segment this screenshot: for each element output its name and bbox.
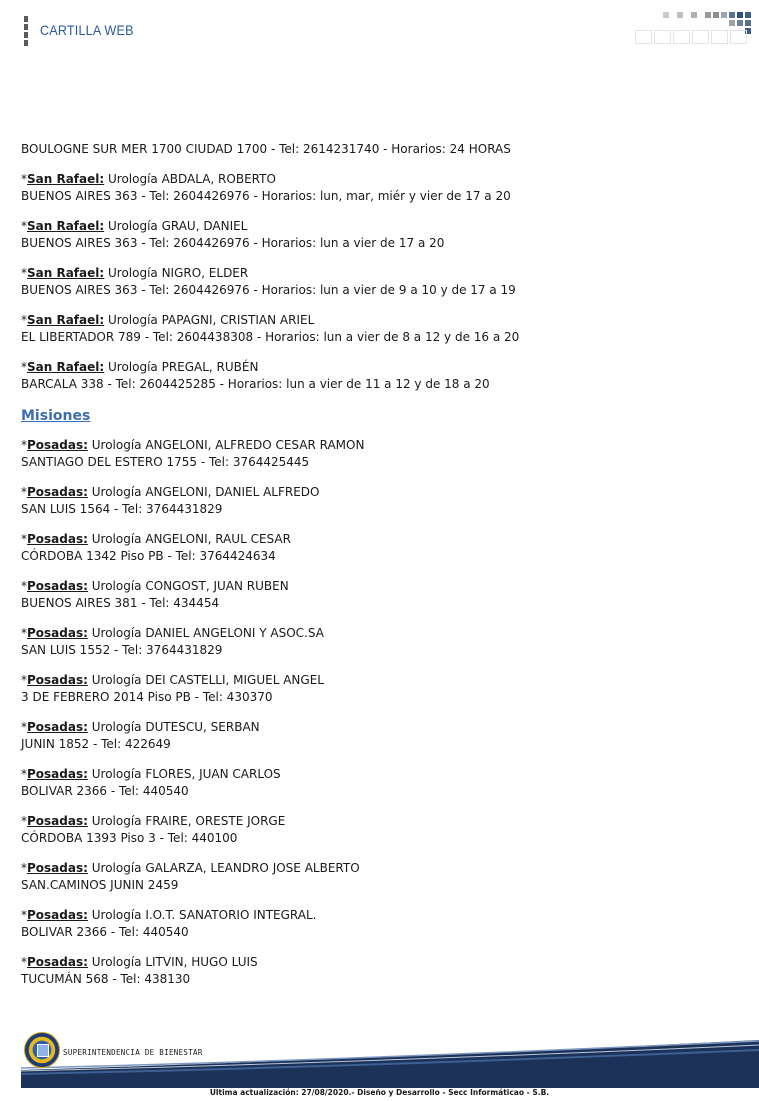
bullet-asterisk: * [21, 532, 27, 546]
provider-name: Urología ANGELONI, DANIEL ALFREDO [87, 485, 320, 499]
bullet-asterisk: * [21, 720, 27, 734]
bullet-asterisk: * [21, 579, 27, 593]
provider-address: SANTIAGO DEL ESTERO 1755 - Tel: 3764425445 [21, 455, 310, 469]
provider-address: BUENOS AIRES 381 - Tel: 434454 [21, 596, 220, 610]
city-label: San Rafael: [27, 266, 105, 280]
provider-name: Urología PAPAGNI, CRISTIAN ARIEL [104, 313, 315, 327]
provider-address: BOLIVAR 2366 - Tel: 440540 [21, 784, 189, 798]
provider-line [21, 265, 741, 282]
list-item [21, 954, 741, 988]
provider-name: Urología GALARZA, LEANDRO JOSE ALBERTO [87, 861, 360, 875]
bullet-asterisk: * [21, 266, 27, 280]
city-label: Posadas: [27, 908, 88, 922]
bullet-asterisk: * [21, 172, 27, 186]
bullet-asterisk: * [21, 861, 27, 875]
list-item [21, 766, 741, 800]
bullet-asterisk: * [21, 438, 27, 452]
provider-address: SAN LUIS 1564 - Tel: 3764431829 [21, 502, 223, 516]
provider-line [21, 484, 741, 501]
list-item [21, 578, 741, 612]
last-updated: Ultima actualización: 27/08/2020.- Diseño y Desarrollo - Secc Informáticao - S.B. [209, 1088, 550, 1097]
bullet-asterisk: * [21, 767, 27, 781]
provider-name: Urología GRAU, DANIEL [104, 219, 248, 233]
bullet-asterisk: * [21, 673, 27, 687]
footer-banner [21, 1030, 759, 1088]
province-heading: Misiones [21, 408, 91, 424]
list-item [21, 484, 741, 518]
provider-name: Urología FLORES, JUAN CARLOS [87, 767, 281, 781]
institution-seal-icon [24, 1032, 60, 1068]
city-label: Posadas: [27, 626, 88, 640]
provider-name: Urología ANGELONI, ALFREDO CESAR RAMON [87, 438, 365, 452]
city-label: San Rafael: [27, 219, 105, 233]
provider-line [21, 719, 741, 736]
list-item [21, 437, 741, 471]
list-item [21, 531, 741, 565]
footer-wave-decoration [21, 1030, 759, 1088]
provider-address: BUENOS AIRES 363 - Tel: 2604426976 - Horarios: lun, mar, miér y vier de 17 a 20 [21, 189, 511, 203]
bullet-asterisk: * [21, 955, 27, 969]
provider-address: BARCALA 338 - Tel: 2604425285 - Horarios: lun a vier de 11 a 12 y de 18 a 20 [21, 377, 490, 391]
provider-line [21, 625, 741, 642]
provider-address: SAN.CAMINOS JUNIN 2459 [21, 878, 179, 892]
list-item [21, 171, 741, 205]
city-label: Posadas: [27, 579, 88, 593]
org-name: SUPERINTENDENCIA DE BIENESTAR [63, 1048, 203, 1057]
provider-address: JUNIN 1852 - Tel: 422649 [21, 737, 171, 751]
provider-address: BUENOS AIRES 363 - Tel: 2604426976 - Horarios: lun a vier de 17 a 20 [21, 236, 445, 250]
list-item [21, 813, 741, 847]
city-label: Posadas: [27, 438, 88, 452]
provider-address: CÓRDOBA 1342 Piso PB - Tel: 3764424634 [21, 549, 276, 563]
header-bar-decoration [24, 16, 28, 46]
city-label: San Rafael: [27, 360, 105, 374]
city-label: San Rafael: [27, 313, 105, 327]
provider-line [21, 312, 741, 329]
provider-line [21, 531, 741, 548]
provider-address: BUENOS AIRES 363 - Tel: 2604426976 - Horarios: lun a vier de 9 a 10 y de 17 a 19 [21, 283, 516, 297]
list-item [21, 265, 741, 299]
provider-line [21, 860, 741, 877]
city-label: San Rafael: [27, 172, 105, 186]
provider-name: Urología CONGOST, JUAN RUBEN [87, 579, 289, 593]
provider-name: Urología DANIEL ANGELONI Y ASOC.SA [87, 626, 324, 640]
provider-line [21, 218, 741, 235]
city-label: Posadas: [27, 485, 88, 499]
list-item [21, 359, 741, 393]
provider-address: 3 DE FEBRERO 2014 Piso PB - Tel: 430370 [21, 690, 273, 704]
provider-name: Urología I.O.T. SANATORIO INTEGRAL. [87, 908, 317, 922]
provider-line [21, 437, 741, 454]
provider-line [21, 359, 741, 376]
city-label: Posadas: [27, 532, 88, 546]
city-label: Posadas: [27, 767, 88, 781]
provider-name: Urología PREGAL, RUBÉN [104, 360, 259, 374]
provider-name: Urología ANGELONI, RAUL CESAR [87, 532, 291, 546]
provider-name: Urología ABDALA, ROBERTO [104, 172, 276, 186]
list-item [21, 907, 741, 941]
provider-line [21, 907, 741, 924]
intro-address: BOULOGNE SUR MER 1700 CIUDAD 1700 - Tel: 2614231740 - Horarios: 24 HORAS [21, 142, 511, 156]
provider-name: Urología LITVIN, HUGO LUIS [87, 955, 258, 969]
city-label: Posadas: [27, 814, 88, 828]
intro-entry [21, 141, 741, 158]
provider-address: EL LIBERTADOR 789 - Tel: 2604438308 - Horarios: lun a vier de 8 a 12 y de 16 a 20 [21, 330, 520, 344]
list-san-rafael [21, 171, 741, 393]
provider-line [21, 813, 741, 830]
provider-line [21, 578, 741, 595]
bullet-asterisk: * [21, 313, 27, 327]
city-label: Posadas: [27, 720, 88, 734]
provider-line [21, 171, 741, 188]
provider-address: TUCUMÁN 568 - Tel: 438130 [21, 972, 191, 986]
provider-address: SAN LUIS 1552 - Tel: 3764431829 [21, 643, 223, 657]
provider-line [21, 672, 741, 689]
provider-name: Urología DEI CASTELLI, MIGUEL ANGEL [87, 673, 324, 687]
bullet-asterisk: * [21, 908, 27, 922]
provider-address: CÓRDOBA 1393 Piso 3 - Tel: 440100 [21, 831, 238, 845]
list-item [21, 860, 741, 894]
provider-name: Urología NIGRO, ELDER [104, 266, 249, 280]
list-item [21, 312, 741, 346]
provider-line [21, 766, 741, 783]
provider-line [21, 954, 741, 971]
bullet-asterisk: * [21, 219, 27, 233]
bullet-asterisk: * [21, 360, 27, 374]
bullet-asterisk: * [21, 485, 27, 499]
listing-content [21, 141, 741, 1001]
list-item [21, 218, 741, 252]
list-item [21, 719, 741, 753]
list-item [21, 625, 741, 659]
page-title: CARTILLA WEB [40, 22, 134, 38]
bullet-asterisk: * [21, 814, 27, 828]
provider-name: Urología DUTESCU, SERBAN [87, 720, 260, 734]
provider-address: BOLIVAR 2366 - Tel: 440540 [21, 925, 189, 939]
bullet-asterisk: * [21, 626, 27, 640]
city-label: Posadas: [27, 955, 88, 969]
city-label: Posadas: [27, 673, 88, 687]
header-grid-decoration [635, 10, 755, 48]
city-label: Posadas: [27, 861, 88, 875]
provider-name: Urología FRAIRE, ORESTE JORGE [87, 814, 286, 828]
list-misiones [21, 437, 741, 988]
list-item [21, 672, 741, 706]
